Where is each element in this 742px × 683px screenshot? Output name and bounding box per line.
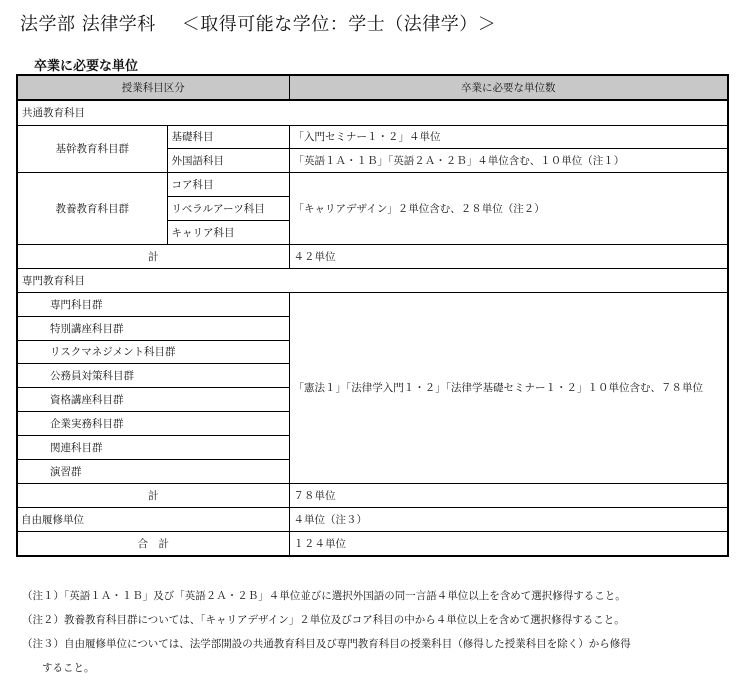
footnote-1: （注１）「英語１Ａ・１Ｂ」及び「英語２Ａ・２Ｂ」４単位並びに選択外国語の同一言語４単位以上を含めて選択修得すること。 [22,590,626,602]
free-elective-value: ４単位（注３） [289,507,728,531]
degree-label: ＜取得可能な学位：学士（法律学）＞ [181,14,497,35]
table-row [17,125,728,149]
header-category: 授業科目区分 [17,75,289,100]
subject-liberal: リベラルアーツ科目 [167,197,289,221]
total-label: 合 計 [17,531,289,556]
section-subtitle: 卒業に必要な単位 [34,59,139,74]
credits-gaikokugo: 「英語１Ａ・１Ｂ」「英語２Ａ・２Ｂ」４単位含む、１０単位（注１） [289,149,728,173]
section-row-senmon [17,268,728,292]
total-value: １２４単位 [289,531,728,556]
subtotal-value-common: ４２単位 [289,244,728,268]
subtotal-value-senmon: ７８単位 [289,483,728,507]
group-kanren: 関連科目群 [17,436,289,460]
footnote-2: （注２）教養教育科目群については、「キャリアデザイン」２単位及びコア科目の中から４単位以上を含めて選択修得すること。 [22,614,625,626]
credits-kyoyo: 「キャリアデザイン」２単位含む、２８単位（注２） [289,173,728,245]
group-kyoyo: 教養教育科目群 [17,173,167,245]
credits-senmon: 「憲法１」「法律学入門１・２」「法律学基礎セミナー１・２」１０単位含む、７８単位 [289,292,728,483]
footnotes [22,584,732,680]
free-elective-label: 自由履修単位 [17,507,289,531]
page-title [20,10,496,36]
subtotal-label-senmon: 計 [17,483,289,507]
section-label-common: 共通教育科目 [17,100,728,125]
group-senmon: 専門科目群 [17,292,289,316]
group-kigyo: 企業実務科目群 [17,412,289,436]
faculty-name: 法学部 法律学科 [20,14,156,35]
subject-career: キャリア科目 [167,221,289,245]
group-kikan: 基幹教育科目群 [17,125,167,173]
free-elective-row [17,507,728,531]
table-row [17,173,728,197]
group-shikaku: 資格講座科目群 [17,388,289,412]
subtotal-label-common: 計 [17,244,289,268]
header-credits: 卒業に必要な単位数 [289,75,728,100]
section-row-common [17,100,728,125]
footnote-3-continuation: すること。 [42,662,95,674]
subject-core: コア科目 [167,173,289,197]
group-komuin: 公務員対策科目群 [17,364,289,388]
credits-kiso: 「入門セミナー１・２」４単位 [289,125,728,149]
credit-requirements-table [16,74,729,557]
footnote-3: （注３）自由履修単位については、法学部開設の共通教育科目及び専門教育科目の授業科目（修得した授業科目を除く）から修得 [22,638,631,650]
group-risk: リスクマネジメント科目群 [17,340,289,364]
group-enshu: 演習群 [17,460,289,484]
subtotal-row-senmon [17,483,728,507]
table-row [17,292,728,316]
group-tokubetsu: 特別講座科目群 [17,316,289,340]
subject-gaikokugo: 外国語科目 [167,149,289,173]
section-label-senmon: 専門教育科目 [17,268,728,292]
table-header-row [17,75,728,100]
subject-kiso: 基礎科目 [167,125,289,149]
total-row [17,531,728,556]
subtotal-row-common [17,244,728,268]
